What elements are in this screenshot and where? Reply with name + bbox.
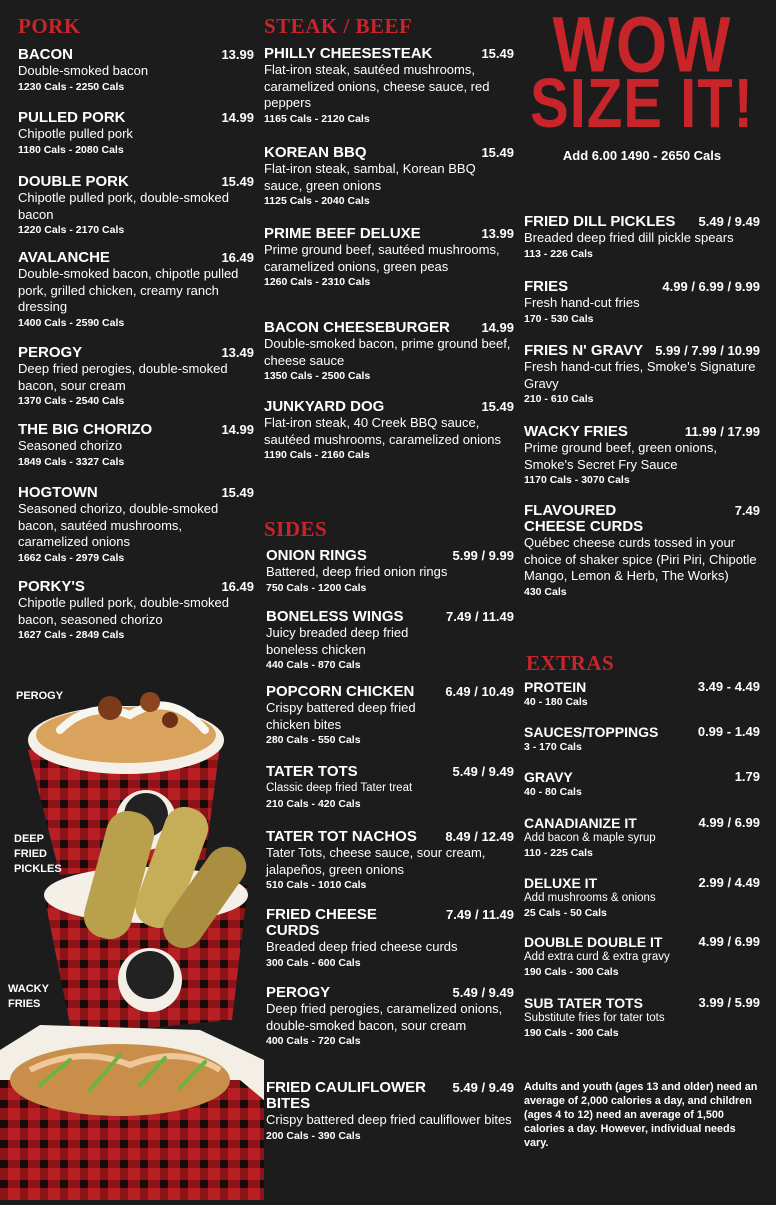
extras-section-title: EXTRAS <box>526 651 615 675</box>
item-price: 16.49 <box>221 579 254 594</box>
item-price: 13.99 <box>221 47 254 62</box>
item-price: 5.49 / 9.49 <box>452 985 514 1000</box>
item-calories: 1125 Cals - 2040 Cals <box>264 195 370 207</box>
item-calories: 190 Cals - 300 Cals <box>524 1027 619 1039</box>
calorie-disclaimer: Adults and youth (ages 13 and older) need an average of 2,000 calories a day, and children (ages 4 to 12) need an average of 1,500 calories a day. However, individual needs vary. <box>524 1081 758 1149</box>
item-price: 4.99 / 6.99 <box>698 934 760 949</box>
item-price: 5.99 / 9.99 <box>452 548 514 563</box>
item-calories: 440 Cals - 870 Cals <box>266 659 361 671</box>
menu-item <box>18 250 254 330</box>
item-description: Seasoned chorizo <box>18 438 123 453</box>
item-calories: 1230 Cals - 2250 Cals <box>18 80 125 93</box>
item-description: Chipotle pulled pork, double-smoked bacon, seasoned chorizo <box>18 595 230 627</box>
menu-item <box>264 46 514 126</box>
item-price: 15.49 <box>221 174 254 189</box>
menu-item <box>524 503 760 599</box>
menu-item <box>18 110 254 157</box>
item-price: 3.99 / 5.99 <box>698 995 760 1010</box>
item-name: PORKY'S <box>18 578 85 595</box>
item-name: BACON CHEESEBURGER <box>264 319 450 336</box>
item-calories: 25 Cals - 50 Cals <box>524 907 607 919</box>
item-price: 7.49 / 11.49 <box>446 907 514 922</box>
menu-item <box>266 829 514 892</box>
item-calories: 210 Cals - 420 Cals <box>266 797 361 810</box>
item-calories: 1400 Cals - 2590 Cals <box>18 316 125 329</box>
item-calories: 1220 Cals - 2170 Cals <box>18 224 125 236</box>
item-name: JUNKYARD DOG <box>264 398 385 415</box>
item-name: HOGTOWN <box>18 484 98 501</box>
menu-item <box>18 345 254 408</box>
menu-item <box>524 724 760 754</box>
food-illustration <box>0 660 264 1200</box>
item-calories: 113 - 226 Cals <box>524 247 593 260</box>
item-name: FLAVOURED CHEESE CURDS <box>524 502 644 535</box>
menu-item <box>18 579 254 642</box>
item-description: Add mushrooms & onions <box>524 892 656 904</box>
item-calories: 400 Cals - 720 Cals <box>266 1035 361 1047</box>
menu-item <box>18 174 254 237</box>
item-price: 15.49 <box>481 399 514 414</box>
item-calories: 1849 Cals - 3327 Cals <box>18 455 125 468</box>
item-description: Seasoned chorizo, double-smoked bacon, sautéed mushrooms, caramelized onions <box>18 501 219 549</box>
item-price: 13.49 <box>221 345 254 360</box>
menu-item <box>264 145 514 208</box>
menu-item <box>264 320 514 383</box>
item-name: SAUCES/TOPPINGS <box>524 724 659 740</box>
item-calories: 1190 Cals - 2160 Cals <box>264 449 370 461</box>
item-description: Fresh hand-cut fries, Smoke's Signature Gravy <box>524 359 756 391</box>
item-description: Add extra curd & extra gravy <box>524 951 670 963</box>
item-name: SUB TATER TOTS <box>524 995 643 1011</box>
item-price: 13.99 <box>481 226 514 241</box>
item-description: Flat-iron steak, sautéed mushrooms, caramelized onions, cheese sauce, red peppers <box>264 62 490 110</box>
menu-item <box>266 609 514 672</box>
item-name: FRIED CHEESE CURDS <box>266 906 377 939</box>
menu-item <box>264 399 514 462</box>
item-name: DELUXE IT <box>524 875 598 891</box>
item-description: Prime ground beef, green onions, Smoke's Secret Fry Sauce <box>524 440 717 472</box>
item-name: PULLED PORK <box>18 109 126 126</box>
item-description: Flat-iron steak, sambal, Korean BBQ sauce, green onions <box>264 161 476 193</box>
item-price: 0.99 - 1.49 <box>697 724 760 739</box>
item-calories: 190 Cals - 300 Cals <box>524 966 619 978</box>
menu-item <box>266 684 514 747</box>
item-name: POPCORN CHICKEN <box>266 683 415 700</box>
perogy-photo-label: PEROGY <box>16 690 64 702</box>
item-price: 5.99 / 7.99 / 10.99 <box>655 343 760 358</box>
item-name: PEROGY <box>18 344 83 361</box>
item-name: FRIED DILL PICKLES <box>524 213 676 230</box>
item-calories: 280 Cals - 550 Cals <box>266 734 361 746</box>
item-price: 5.49 / 9.49 <box>452 764 514 779</box>
item-price: 11.99 / 17.99 <box>684 424 760 439</box>
menu-item <box>524 815 760 860</box>
item-description: Prime ground beef, sautéed mushrooms, caramelized onions, green peas <box>264 242 500 274</box>
item-calories: 3 - 170 Cals <box>524 741 582 753</box>
size-it-heading: SIZE IT! <box>530 64 754 143</box>
item-name: AVALANCHE <box>18 249 110 266</box>
item-price: 15.49 <box>221 485 254 500</box>
item-description: Juicy breaded deep fried boneless chicken <box>266 625 409 657</box>
item-name: PRIME BEEF DELUXE <box>264 225 421 242</box>
item-name: PROTEIN <box>524 679 587 695</box>
item-description: Chipotle pulled pork <box>18 126 133 141</box>
item-name: FRIES <box>524 278 569 295</box>
pork-section-title: PORK <box>18 14 81 38</box>
item-price: 4.99 / 6.99 / 9.99 <box>662 279 760 294</box>
item-price: 15.49 <box>481 145 514 160</box>
item-price: 15.49 <box>481 46 514 61</box>
item-price: 8.49 / 12.49 <box>445 829 514 844</box>
item-name: DOUBLE PORK <box>18 173 129 190</box>
item-calories: 300 Cals - 600 Cals <box>266 956 361 969</box>
item-calories: 1260 Cals - 2310 Cals <box>264 276 371 288</box>
item-price: 5.49 / 9.49 <box>698 214 760 229</box>
item-name: CANADIANIZE IT <box>524 815 637 831</box>
wow-heading: WOW <box>552 0 732 89</box>
item-price: 1.79 <box>734 769 760 784</box>
item-price: 7.49 <box>734 503 760 518</box>
menu-item <box>524 769 760 799</box>
menu-item <box>524 214 760 261</box>
item-price: 7.49 / 11.49 <box>446 609 514 624</box>
menu-item <box>266 985 514 1048</box>
item-name: BACON <box>18 46 73 63</box>
item-price: 14.99 <box>221 422 254 437</box>
item-description: Double-smoked bacon, chipotle pulled pork, grilled chicken, creamy ranch dressing <box>18 266 239 314</box>
item-name: KOREAN BBQ <box>264 144 367 161</box>
item-description: Classic deep fried Tater treat <box>266 782 413 794</box>
item-description: Double-smoked bacon <box>18 63 149 78</box>
item-name: BONELESS WINGS <box>266 608 404 625</box>
item-price: 3.49 - 4.49 <box>697 679 760 694</box>
item-calories: 1350 Cals - 2500 Cals <box>264 370 371 382</box>
item-name: WACKY FRIES <box>524 423 628 440</box>
menu-item <box>18 47 254 94</box>
menu-item <box>524 934 760 979</box>
item-description: Tater Tots, cheese sauce, sour cream, jalapeños, green onions <box>266 845 486 877</box>
item-description: Fresh hand-cut fries <box>524 295 640 310</box>
sides-section-title: SIDES <box>264 517 328 541</box>
item-description: Québec cheese curds tossed in your choice of shaker spice (Piri Piri, Chipotle Mango, Lemon & Herb, The Works) <box>524 535 757 583</box>
item-description: Crispy battered deep fried chicken bites <box>266 700 416 732</box>
item-description: Chipotle pulled pork, double-smoked bacon <box>18 190 230 222</box>
item-name: PHILLY CHEESESTEAK <box>264 45 433 62</box>
item-description: Breaded deep fried cheese curds <box>266 939 458 954</box>
menu-item <box>524 875 760 920</box>
item-calories: 210 - 610 Cals <box>524 393 594 405</box>
item-calories: 1165 Cals - 2120 Cals <box>264 112 370 125</box>
item-name: ONION RINGS <box>266 547 367 564</box>
item-description: Deep fried perogies, caramelized onions, double-smoked bacon, sour cream <box>266 1001 503 1033</box>
item-calories: 1627 Cals - 2849 Cals <box>18 629 125 641</box>
size-it-add-price: Add 6.00 1490 - 2650 Cals <box>562 148 722 163</box>
item-calories: 110 - 225 Cals <box>524 847 593 859</box>
item-calories: 430 Cals <box>524 585 567 598</box>
item-calories: 510 Cals - 1010 Cals <box>266 879 367 891</box>
item-description: Deep fried perogies, double-smoked bacon, sour cream <box>18 361 228 393</box>
item-description: Breaded deep fried dill pickle spears <box>524 230 734 245</box>
item-name: GRAVY <box>524 769 573 785</box>
menu-item <box>524 995 760 1040</box>
item-price: 14.99 <box>481 320 514 335</box>
item-description: Flat-iron steak, 40 Creek BBQ sauce, sautéed mushrooms, caramelized onions <box>264 415 502 447</box>
menu-item <box>524 679 760 709</box>
item-description: Crispy battered deep fried cauliflower bites <box>266 1112 512 1127</box>
item-price: 16.49 <box>221 250 254 265</box>
item-description: Double-smoked bacon, prime ground beef, cheese sauce <box>264 336 511 368</box>
item-description: Add bacon & maple syrup <box>524 832 656 844</box>
item-name: FRIED CAULIFLOWER BITES <box>266 1079 426 1112</box>
item-name: DOUBLE DOUBLE IT <box>524 934 663 950</box>
menu-item <box>266 764 514 811</box>
item-price: 2.99 / 4.49 <box>698 875 760 890</box>
item-description: Battered, deep fried onion rings <box>266 564 448 579</box>
item-price: 4.99 / 6.99 <box>698 815 760 830</box>
menu-item <box>524 424 760 487</box>
item-description: Substitute fries for tater tots <box>524 1012 665 1024</box>
menu-item <box>18 485 254 565</box>
menu-item <box>266 1080 514 1143</box>
item-calories: 1662 Cals - 2979 Cals <box>18 551 125 564</box>
item-name: FRIES N' GRAVY <box>524 342 644 359</box>
steak-section-title: STEAK / BEEF <box>264 14 413 38</box>
item-price: 5.49 / 9.49 <box>452 1080 514 1095</box>
item-calories: 40 - 80 Cals <box>524 786 582 798</box>
wow-size-it-banner <box>524 0 760 163</box>
pickles-photo-label: DEEP FRIED PICKLES <box>14 833 62 875</box>
item-calories: 40 - 180 Cals <box>524 696 588 708</box>
item-calories: 1180 Cals - 2080 Cals <box>18 143 124 156</box>
item-name: THE BIG CHORIZO <box>18 421 153 438</box>
item-calories: 170 - 530 Cals <box>524 312 594 325</box>
menu-item <box>524 279 760 326</box>
menu-item <box>264 226 514 289</box>
item-name: TATER TOTS <box>266 763 358 780</box>
menu-item <box>524 343 760 406</box>
menu-item <box>266 907 514 970</box>
menu-item <box>18 422 254 469</box>
menu-item <box>266 548 514 595</box>
wacky-fries-photo-label: WACKY FRIES <box>8 983 49 1010</box>
item-price: 6.49 / 10.49 <box>445 684 514 699</box>
food-photos <box>0 660 264 1200</box>
item-calories: 1370 Cals - 2540 Cals <box>18 395 125 407</box>
item-name: PEROGY <box>266 984 331 1001</box>
item-calories: 200 Cals - 390 Cals <box>266 1129 361 1142</box>
item-name: TATER TOT NACHOS <box>266 828 417 845</box>
item-calories: 1170 Cals - 3070 Cals <box>524 474 630 486</box>
item-price: 14.99 <box>221 110 254 125</box>
item-calories: 750 Cals - 1200 Cals <box>266 581 367 594</box>
